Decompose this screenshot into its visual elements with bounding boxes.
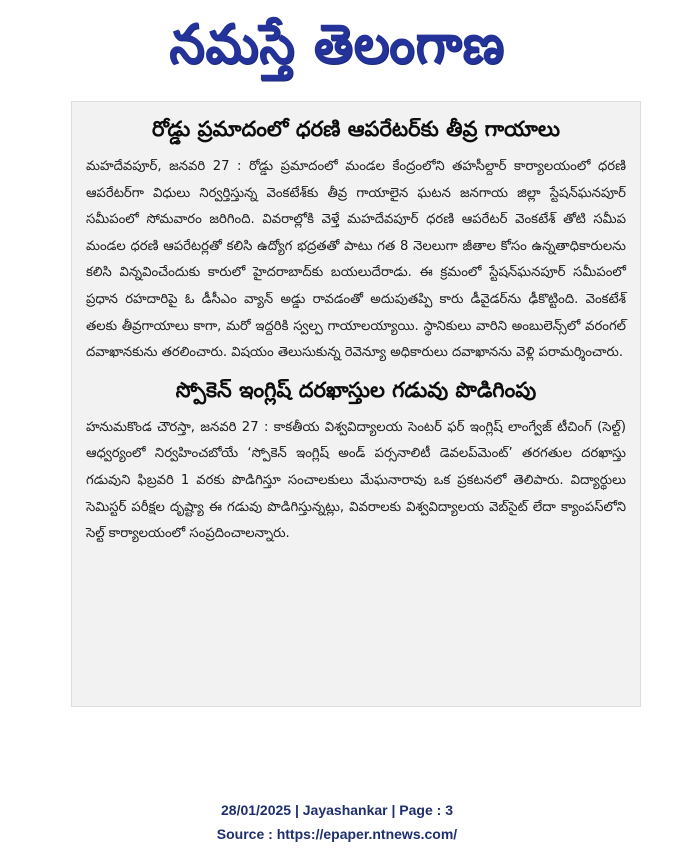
article-2-body: హనుమకొండ చౌరస్తా, జనవరి 27 : కాకతీయ విశ్వవిద్యాలయ సెంటర్ ఫర్ ఇంగ్లిష్ లాంగ్వేజ్ టీచింగ్ (సెల్ట్) ఆధ్వర్యంలో నిర్వహించబోయే ‘స్పోకెన్ ఇంగ్లిష్ అండ్ పర్సనాలిటీ డెవలప్‌మెంట్’ తరగతుల దరఖాస్తు గడువుని ఫిబ్రవరి 1 వరకు పొడిగిస్తూ సంచాలకులు మేఘనారావు ఒక ప్రకటనలో తెలిపారు. విద్యార్థులు సెమిస్టర్ పరీక్షల దృష్ట్యా ఈ గడువు పొడిగిస్తున్నట్లు, వివరాలకు విశ్వవిద్యాలయ వెబ్‌సైట్ లేదా క్యాంపస్‌లోని సెల్ట్ కార్యాలయంలో సంప్రదించాలన్నారు.	[86, 419, 626, 542]
footer-source: Source : https://epaper.ntnews.com/	[216, 826, 458, 842]
article-1-headline: రోడ్డు ప్రమాదంలో ధరణి ఆపరేటర్‌కు తీవ్ర గాయాలు	[151, 117, 561, 141]
masthead-title: నమస్తే తెలంగాణ	[169, 11, 505, 76]
article-2-headline: స్పోకెన్ ఇంగ్లిష్ దరఖాస్తుల గడువు పొడిగింపు	[175, 377, 537, 402]
footer-date-edition: 28/01/2025 | Jayashankar | Page : 3	[221, 802, 453, 818]
news-clipping	[71, 101, 641, 707]
newspaper-masthead	[0, 8, 674, 86]
article-1-body: మహదేవపూర్, జనవరి 27 : రోడ్డు ప్రమాదంలో మండల కేంద్రంలోని తహసీల్దార్ కార్యాలయంలో ధరణి ఆపరేటర్‌గా విధులు నిర్వర్తిస్తున్న వెంకటేశ్‌కు తీవ్ర గాయాలైన ఘటన జనగాయ జిల్లా స్టేషన్‌ఘనపూర్ సమీపంలో సోమవారం జరిగింది. వివరాల్లోకి వెళ్తే మహదేవపూర్ ధరణి ఆపరేటర్ వెంకటేశ్ తోటి సమీప మండల ధరణి ఆపరేటర్లతో కలిసి ఉద్యోగ భద్రతతో పాటు గత 8 నెలలుగా జీతాల కోసం ఉన్నతాధికారులను కలిసి విన్నవించేందుకు కారులో హైదరాబాద్‌కు బయలుదేరాడు. ఈ క్రమంలో స్టేషన్‌ఘనపూర్ సమీపంలో ప్రధాన రహదారిపై ఓ డీసీఎం వ్యాన్ అడ్డు రావడంతో అదుపుతప్పి కారు డీవైడర్‌ను ఢీకొట్టింది. వెంకటేశ్ తలకు తీవ్రగాయాలు కాగా, మరో ఇద్దరికి స్వల్ప గాయాలయ్యాయి. స్థానికులు వారిని అంబులెన్స్‌లో వరంగల్ దవాఖానకును తరలించారు. విషయం తెలుసుకున్న రెవెన్యూ అధికారులు దవాఖానను వెళ్లి పరామర్శించారు.	[86, 159, 626, 361]
